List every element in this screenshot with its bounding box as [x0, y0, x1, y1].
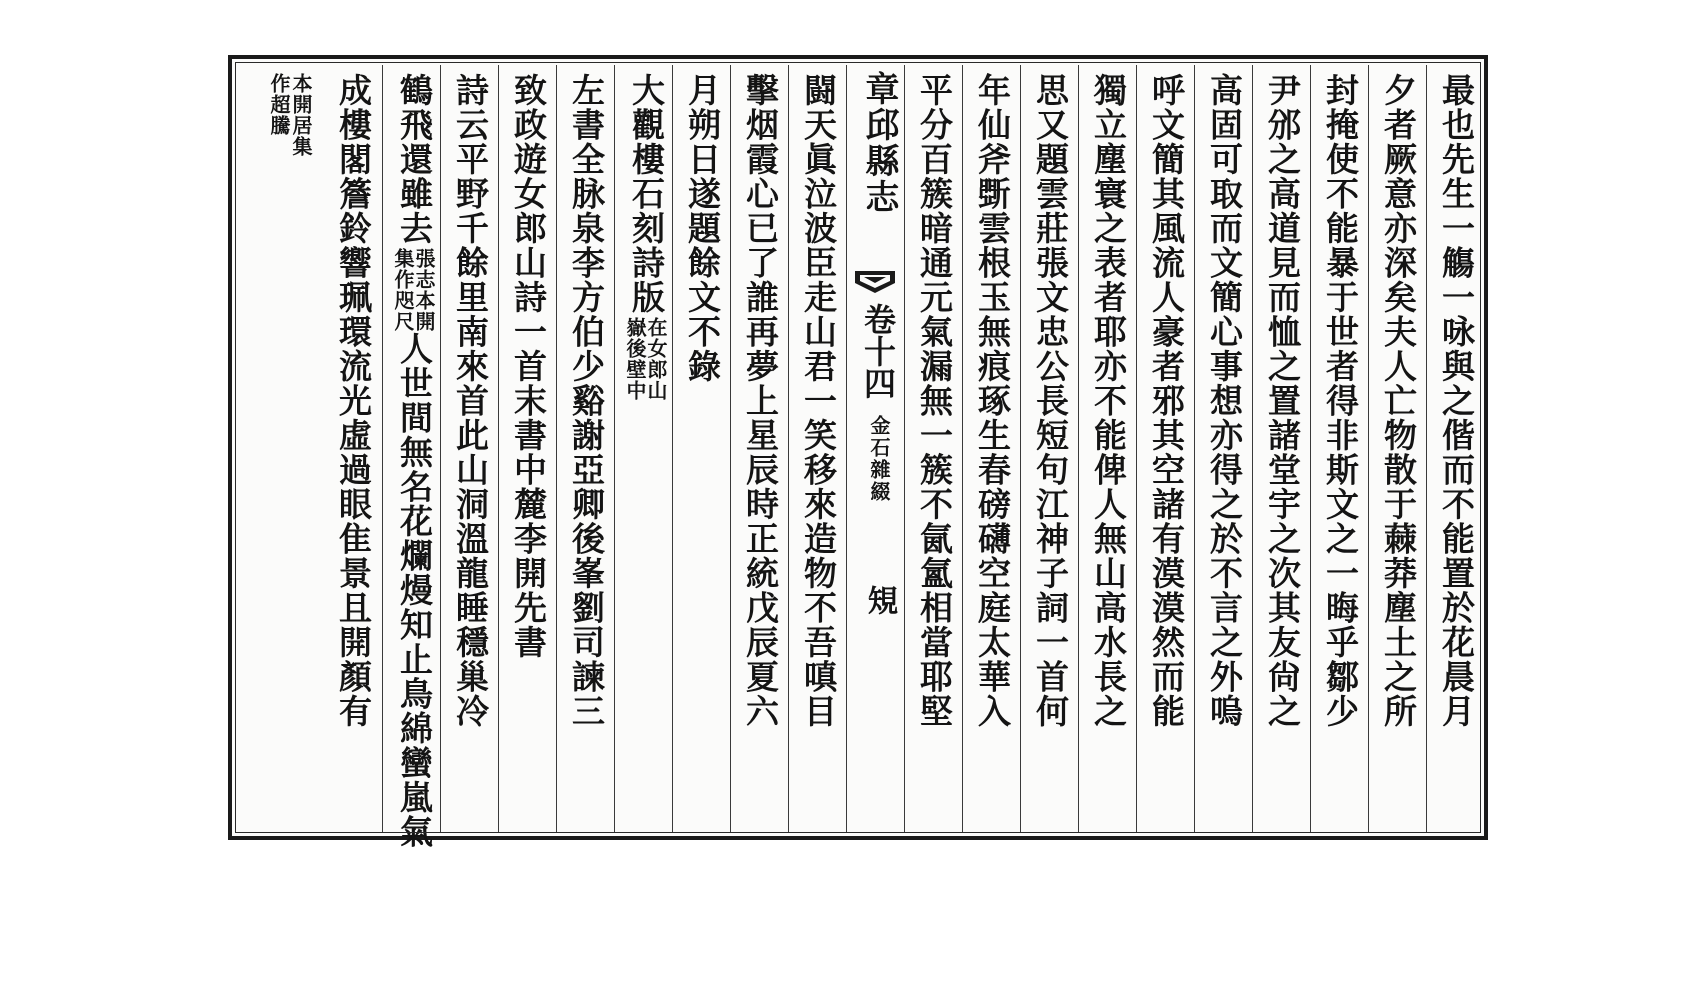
- text-column-2: [1368, 65, 1426, 832]
- column-text: 人世間無名花爛熳知止鳥綿蠻嵐氣: [395, 331, 434, 849]
- fishtail-ornament-icon: [854, 269, 896, 295]
- column-text: 成樓閣簷鈴響珮環流光虛過眼隹景且開顏有: [334, 73, 373, 729]
- text-column-19: [382, 65, 440, 849]
- text-column-15: [614, 65, 672, 832]
- column-text: 左書全脉泉李方伯少谿謝亞卿後峯劉司諫三: [567, 73, 606, 729]
- column-text: 尹邠之高道見而恤之置諸堂宇之次其友尙之: [1263, 73, 1302, 729]
- text-column-16: [556, 65, 614, 832]
- text-column-6: [1136, 65, 1194, 832]
- column-text: 致政遊女郎山詩一首末書中麓李開先書: [509, 73, 548, 660]
- annotation-right: 本開居集: [289, 73, 313, 157]
- text-column-1: [1426, 65, 1484, 832]
- text-column-9: [962, 65, 1020, 832]
- text-column-4: [1252, 65, 1310, 832]
- column-text-with-notes: [392, 73, 434, 849]
- text-column-18: [440, 65, 498, 832]
- column-text: 獨立塵寰之表者耶亦不能俾人無山高水長之: [1089, 73, 1128, 729]
- text-column-3: [1310, 65, 1368, 832]
- column-text: 封掩使不能暴于世者得非斯文之一晦乎鄒少: [1321, 73, 1360, 729]
- column-text: 大觀樓石刻詩版: [627, 73, 666, 315]
- annotation-left: 作超騰: [267, 73, 291, 136]
- text-columns: [232, 59, 1484, 849]
- text-column-7: [1078, 65, 1136, 832]
- inline-annotation: [268, 73, 289, 136]
- column-text: 闘天眞泣波臣走山君一笑移來造物不吾嗔目: [799, 73, 838, 729]
- text-column-5: [1194, 65, 1252, 832]
- column-text: 年仙斧斲雲根玉無痕琢生春磅礴空庭太華入: [973, 73, 1012, 729]
- column-text: 夕者厥意亦深矣夫人亡物散于蕀莽塵土之所: [1379, 73, 1418, 729]
- text-column-14: [672, 65, 730, 832]
- column-text: 高固可取而文簡心事想亦得之於不言之外嗚: [1205, 73, 1244, 729]
- inline-annotation: [392, 248, 434, 332]
- inline-annotation: [290, 73, 311, 157]
- gazetteer-title: 章邱縣志: [859, 71, 899, 215]
- woodblock-page-frame: [228, 55, 1488, 849]
- column-text: 鶴飛還雖去: [395, 73, 434, 246]
- annotation-left: 嶽後壁中: [623, 316, 647, 401]
- text-column-8: [1020, 65, 1078, 832]
- text-column-12: [788, 65, 846, 832]
- volume-label: 卷十四: [859, 303, 897, 399]
- annotation-left: 集作咫尺: [391, 247, 415, 332]
- text-column-10: [904, 65, 962, 832]
- section-label: 金石雜綴: [867, 415, 891, 503]
- center-column: [846, 65, 904, 832]
- text-column-13: [730, 65, 788, 832]
- annotation-right: 張志本開: [412, 247, 436, 332]
- column-text-with-note: [624, 73, 666, 401]
- column-text: 詩云平野千餘里南來首此山洞溫龍睡穩巢冷: [451, 73, 490, 729]
- text-column-17: [498, 65, 556, 832]
- column-text: 思又題雲莊張文忠公長短句江神子詞一首何: [1031, 73, 1070, 729]
- inline-annotation: [624, 317, 666, 401]
- annotation-right: 在女郎山: [644, 316, 668, 401]
- column-text: 最也先生一觴一咏與之偕而不能置於花晨月: [1437, 73, 1476, 729]
- column-text: 擊烟霞心已了誰再夢上星辰時正統戊辰夏六: [741, 73, 780, 729]
- column-text: 月朔日遂題餘文不錄: [683, 73, 722, 384]
- page-number: 䂓: [862, 585, 897, 615]
- column-text: 呼文簡其風流人豪者邪其空諸有漠漠然而能: [1147, 73, 1186, 729]
- column-text: 平分百簇暗通元氣漏無一簇不氤氳相當耶堅: [915, 73, 954, 729]
- text-column-20: [238, 65, 382, 832]
